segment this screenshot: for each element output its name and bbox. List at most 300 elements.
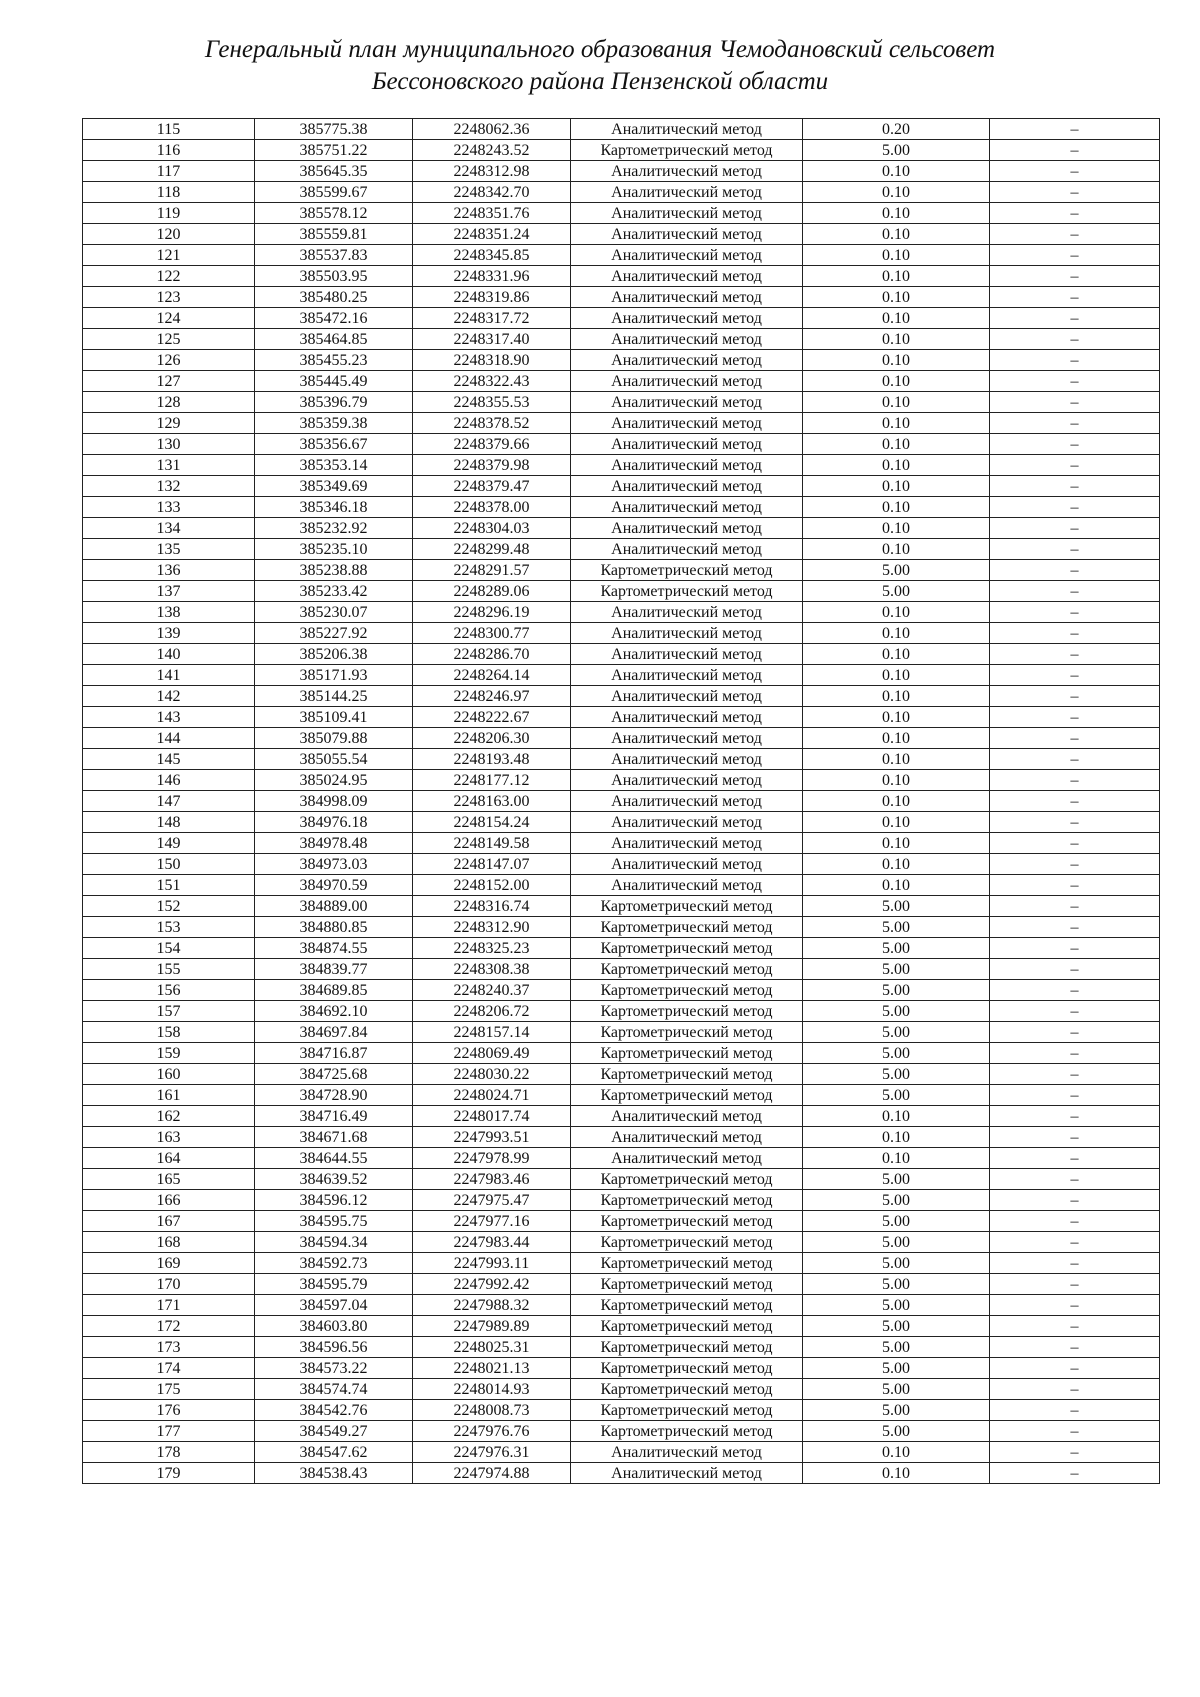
table-row bbox=[83, 434, 1160, 455]
description-cell: – bbox=[990, 938, 1160, 959]
method-cell: Картометрический метод bbox=[571, 1316, 803, 1337]
y-coordinate-cell: 2248317.72 bbox=[413, 308, 571, 329]
point-number-cell: 176 bbox=[83, 1400, 255, 1421]
table-row bbox=[83, 812, 1160, 833]
y-coordinate-cell: 2248378.00 bbox=[413, 497, 571, 518]
y-coordinate-cell: 2248289.06 bbox=[413, 581, 571, 602]
y-coordinate-cell: 2247983.44 bbox=[413, 1232, 571, 1253]
description-cell: – bbox=[990, 749, 1160, 770]
method-cell: Аналитический метод bbox=[571, 434, 803, 455]
y-coordinate-cell: 2248325.23 bbox=[413, 938, 571, 959]
point-number-cell: 116 bbox=[83, 140, 255, 161]
x-coordinate-cell: 385144.25 bbox=[255, 686, 413, 707]
table-row bbox=[83, 854, 1160, 875]
description-cell: – bbox=[990, 833, 1160, 854]
description-cell: – bbox=[990, 1064, 1160, 1085]
y-coordinate-cell: 2248300.77 bbox=[413, 623, 571, 644]
point-number-cell: 174 bbox=[83, 1358, 255, 1379]
point-number-cell: 152 bbox=[83, 896, 255, 917]
x-coordinate-cell: 385445.49 bbox=[255, 371, 413, 392]
description-cell: – bbox=[990, 728, 1160, 749]
y-coordinate-cell: 2248264.14 bbox=[413, 665, 571, 686]
y-coordinate-cell: 2248286.70 bbox=[413, 644, 571, 665]
description-cell: – bbox=[990, 1316, 1160, 1337]
y-coordinate-cell: 2248163.00 bbox=[413, 791, 571, 812]
point-number-cell: 166 bbox=[83, 1190, 255, 1211]
method-cell: Картометрический метод bbox=[571, 1190, 803, 1211]
table-row bbox=[83, 707, 1160, 728]
accuracy-cell: 5.00 bbox=[803, 1337, 990, 1358]
method-cell: Картометрический метод bbox=[571, 959, 803, 980]
accuracy-cell: 5.00 bbox=[803, 1316, 990, 1337]
description-cell: – bbox=[990, 119, 1160, 140]
accuracy-cell: 0.10 bbox=[803, 266, 990, 287]
accuracy-cell: 0.10 bbox=[803, 413, 990, 434]
table-row bbox=[83, 182, 1160, 203]
method-cell: Картометрический метод bbox=[571, 1232, 803, 1253]
table-row bbox=[83, 749, 1160, 770]
y-coordinate-cell: 2248024.71 bbox=[413, 1085, 571, 1106]
description-cell: – bbox=[990, 791, 1160, 812]
x-coordinate-cell: 384538.43 bbox=[255, 1463, 413, 1484]
accuracy-cell: 5.00 bbox=[803, 1232, 990, 1253]
accuracy-cell: 0.10 bbox=[803, 875, 990, 896]
y-coordinate-cell: 2248222.67 bbox=[413, 707, 571, 728]
accuracy-cell: 0.10 bbox=[803, 707, 990, 728]
method-cell: Аналитический метод bbox=[571, 224, 803, 245]
y-coordinate-cell: 2248014.93 bbox=[413, 1379, 571, 1400]
description-cell: – bbox=[990, 896, 1160, 917]
y-coordinate-cell: 2248243.52 bbox=[413, 140, 571, 161]
table-row bbox=[83, 1421, 1160, 1442]
description-cell: – bbox=[990, 1463, 1160, 1484]
point-number-cell: 157 bbox=[83, 1001, 255, 1022]
y-coordinate-cell: 2247975.47 bbox=[413, 1190, 571, 1211]
accuracy-cell: 0.10 bbox=[803, 518, 990, 539]
method-cell: Аналитический метод bbox=[571, 350, 803, 371]
x-coordinate-cell: 385171.93 bbox=[255, 665, 413, 686]
x-coordinate-cell: 385751.22 bbox=[255, 140, 413, 161]
point-number-cell: 171 bbox=[83, 1295, 255, 1316]
point-number-cell: 154 bbox=[83, 938, 255, 959]
description-cell: – bbox=[990, 224, 1160, 245]
method-cell: Аналитический метод bbox=[571, 245, 803, 266]
table-row bbox=[83, 119, 1160, 140]
y-coordinate-cell: 2248378.52 bbox=[413, 413, 571, 434]
y-coordinate-cell: 2248351.76 bbox=[413, 203, 571, 224]
page-header bbox=[0, 34, 1200, 98]
point-number-cell: 151 bbox=[83, 875, 255, 896]
method-cell: Картометрический метод bbox=[571, 1043, 803, 1064]
method-cell: Аналитический метод bbox=[571, 791, 803, 812]
point-number-cell: 138 bbox=[83, 602, 255, 623]
description-cell: – bbox=[990, 665, 1160, 686]
x-coordinate-cell: 385353.14 bbox=[255, 455, 413, 476]
accuracy-cell: 5.00 bbox=[803, 1085, 990, 1106]
coordinates-table bbox=[82, 118, 1160, 1484]
y-coordinate-cell: 2247978.99 bbox=[413, 1148, 571, 1169]
coordinates-table-body bbox=[83, 119, 1160, 1484]
description-cell: – bbox=[990, 1169, 1160, 1190]
y-coordinate-cell: 2248379.98 bbox=[413, 455, 571, 476]
method-cell: Картометрический метод bbox=[571, 1358, 803, 1379]
table-row bbox=[83, 1148, 1160, 1169]
description-cell: – bbox=[990, 1337, 1160, 1358]
x-coordinate-cell: 384596.12 bbox=[255, 1190, 413, 1211]
method-cell: Аналитический метод bbox=[571, 308, 803, 329]
x-coordinate-cell: 384874.55 bbox=[255, 938, 413, 959]
description-cell: – bbox=[990, 1085, 1160, 1106]
method-cell: Картометрический метод bbox=[571, 1337, 803, 1358]
x-coordinate-cell: 385109.41 bbox=[255, 707, 413, 728]
x-coordinate-cell: 384573.22 bbox=[255, 1358, 413, 1379]
description-cell: – bbox=[990, 1400, 1160, 1421]
table-row bbox=[83, 455, 1160, 476]
accuracy-cell: 5.00 bbox=[803, 1295, 990, 1316]
method-cell: Аналитический метод bbox=[571, 812, 803, 833]
method-cell: Аналитический метод bbox=[571, 623, 803, 644]
description-cell: – bbox=[990, 560, 1160, 581]
method-cell: Аналитический метод bbox=[571, 707, 803, 728]
description-cell: – bbox=[990, 245, 1160, 266]
point-number-cell: 170 bbox=[83, 1274, 255, 1295]
method-cell: Картометрический метод bbox=[571, 980, 803, 1001]
method-cell: Аналитический метод bbox=[571, 1106, 803, 1127]
y-coordinate-cell: 2248316.74 bbox=[413, 896, 571, 917]
point-number-cell: 133 bbox=[83, 497, 255, 518]
method-cell: Аналитический метод bbox=[571, 686, 803, 707]
point-number-cell: 140 bbox=[83, 644, 255, 665]
y-coordinate-cell: 2248299.48 bbox=[413, 539, 571, 560]
point-number-cell: 178 bbox=[83, 1442, 255, 1463]
description-cell: – bbox=[990, 266, 1160, 287]
accuracy-cell: 5.00 bbox=[803, 1379, 990, 1400]
table-row bbox=[83, 539, 1160, 560]
accuracy-cell: 5.00 bbox=[803, 1043, 990, 1064]
method-cell: Аналитический метод bbox=[571, 539, 803, 560]
accuracy-cell: 0.10 bbox=[803, 665, 990, 686]
accuracy-cell: 5.00 bbox=[803, 1190, 990, 1211]
description-cell: – bbox=[990, 1358, 1160, 1379]
x-coordinate-cell: 385559.81 bbox=[255, 224, 413, 245]
x-coordinate-cell: 385024.95 bbox=[255, 770, 413, 791]
description-cell: – bbox=[990, 1379, 1160, 1400]
table-row bbox=[83, 371, 1160, 392]
description-cell: – bbox=[990, 1022, 1160, 1043]
y-coordinate-cell: 2248177.12 bbox=[413, 770, 571, 791]
accuracy-cell: 0.10 bbox=[803, 497, 990, 518]
point-number-cell: 120 bbox=[83, 224, 255, 245]
accuracy-cell: 0.10 bbox=[803, 392, 990, 413]
method-cell: Картометрический метод bbox=[571, 560, 803, 581]
description-cell: – bbox=[990, 455, 1160, 476]
accuracy-cell: 5.00 bbox=[803, 560, 990, 581]
description-cell: – bbox=[990, 539, 1160, 560]
point-number-cell: 149 bbox=[83, 833, 255, 854]
y-coordinate-cell: 2248345.85 bbox=[413, 245, 571, 266]
x-coordinate-cell: 385349.69 bbox=[255, 476, 413, 497]
point-number-cell: 142 bbox=[83, 686, 255, 707]
description-cell: – bbox=[990, 1295, 1160, 1316]
y-coordinate-cell: 2248008.73 bbox=[413, 1400, 571, 1421]
x-coordinate-cell: 384542.76 bbox=[255, 1400, 413, 1421]
table-row bbox=[83, 1379, 1160, 1400]
y-coordinate-cell: 2248318.90 bbox=[413, 350, 571, 371]
table-row bbox=[83, 1337, 1160, 1358]
x-coordinate-cell: 384970.59 bbox=[255, 875, 413, 896]
method-cell: Картометрический метод bbox=[571, 917, 803, 938]
method-cell: Аналитический метод bbox=[571, 392, 803, 413]
point-number-cell: 132 bbox=[83, 476, 255, 497]
y-coordinate-cell: 2248152.00 bbox=[413, 875, 571, 896]
table-row bbox=[83, 644, 1160, 665]
y-coordinate-cell: 2247974.88 bbox=[413, 1463, 571, 1484]
accuracy-cell: 5.00 bbox=[803, 581, 990, 602]
method-cell: Аналитический метод bbox=[571, 119, 803, 140]
point-number-cell: 146 bbox=[83, 770, 255, 791]
accuracy-cell: 5.00 bbox=[803, 1358, 990, 1379]
table-row bbox=[83, 1211, 1160, 1232]
table-row bbox=[83, 686, 1160, 707]
method-cell: Картометрический метод bbox=[571, 1001, 803, 1022]
method-cell: Аналитический метод bbox=[571, 455, 803, 476]
accuracy-cell: 5.00 bbox=[803, 896, 990, 917]
point-number-cell: 159 bbox=[83, 1043, 255, 1064]
y-coordinate-cell: 2248157.14 bbox=[413, 1022, 571, 1043]
table-row bbox=[83, 560, 1160, 581]
y-coordinate-cell: 2248021.13 bbox=[413, 1358, 571, 1379]
description-cell: – bbox=[990, 371, 1160, 392]
method-cell: Картометрический метод bbox=[571, 1022, 803, 1043]
description-cell: – bbox=[990, 1106, 1160, 1127]
description-cell: – bbox=[990, 959, 1160, 980]
x-coordinate-cell: 384728.90 bbox=[255, 1085, 413, 1106]
method-cell: Аналитический метод bbox=[571, 1148, 803, 1169]
table-row bbox=[83, 602, 1160, 623]
table-row bbox=[83, 329, 1160, 350]
table-row bbox=[83, 980, 1160, 1001]
y-coordinate-cell: 2248246.97 bbox=[413, 686, 571, 707]
accuracy-cell: 0.10 bbox=[803, 1463, 990, 1484]
accuracy-cell: 0.10 bbox=[803, 854, 990, 875]
table-row bbox=[83, 1169, 1160, 1190]
point-number-cell: 144 bbox=[83, 728, 255, 749]
y-coordinate-cell: 2248193.48 bbox=[413, 749, 571, 770]
accuracy-cell: 5.00 bbox=[803, 1022, 990, 1043]
x-coordinate-cell: 384976.18 bbox=[255, 812, 413, 833]
method-cell: Аналитический метод bbox=[571, 203, 803, 224]
y-coordinate-cell: 2248025.31 bbox=[413, 1337, 571, 1358]
method-cell: Аналитический метод bbox=[571, 329, 803, 350]
x-coordinate-cell: 384880.85 bbox=[255, 917, 413, 938]
accuracy-cell: 0.10 bbox=[803, 308, 990, 329]
accuracy-cell: 0.20 bbox=[803, 119, 990, 140]
x-coordinate-cell: 385227.92 bbox=[255, 623, 413, 644]
x-coordinate-cell: 385645.35 bbox=[255, 161, 413, 182]
method-cell: Картометрический метод bbox=[571, 1274, 803, 1295]
x-coordinate-cell: 384716.87 bbox=[255, 1043, 413, 1064]
x-coordinate-cell: 384574.74 bbox=[255, 1379, 413, 1400]
x-coordinate-cell: 384596.56 bbox=[255, 1337, 413, 1358]
table-row bbox=[83, 392, 1160, 413]
point-number-cell: 115 bbox=[83, 119, 255, 140]
table-row bbox=[83, 665, 1160, 686]
y-coordinate-cell: 2248355.53 bbox=[413, 392, 571, 413]
point-number-cell: 173 bbox=[83, 1337, 255, 1358]
accuracy-cell: 0.10 bbox=[803, 182, 990, 203]
x-coordinate-cell: 384716.49 bbox=[255, 1106, 413, 1127]
point-number-cell: 135 bbox=[83, 539, 255, 560]
point-number-cell: 161 bbox=[83, 1085, 255, 1106]
y-coordinate-cell: 2248351.24 bbox=[413, 224, 571, 245]
point-number-cell: 148 bbox=[83, 812, 255, 833]
method-cell: Аналитический метод bbox=[571, 665, 803, 686]
point-number-cell: 163 bbox=[83, 1127, 255, 1148]
description-cell: – bbox=[990, 1421, 1160, 1442]
method-cell: Картометрический метод bbox=[571, 1379, 803, 1400]
x-coordinate-cell: 385235.10 bbox=[255, 539, 413, 560]
method-cell: Картометрический метод bbox=[571, 1253, 803, 1274]
accuracy-cell: 5.00 bbox=[803, 1001, 990, 1022]
description-cell: – bbox=[990, 434, 1160, 455]
x-coordinate-cell: 385238.88 bbox=[255, 560, 413, 581]
description-cell: – bbox=[990, 287, 1160, 308]
description-cell: – bbox=[990, 1442, 1160, 1463]
method-cell: Аналитический метод bbox=[571, 1442, 803, 1463]
y-coordinate-cell: 2248017.74 bbox=[413, 1106, 571, 1127]
accuracy-cell: 0.10 bbox=[803, 749, 990, 770]
description-cell: – bbox=[990, 917, 1160, 938]
method-cell: Аналитический метод bbox=[571, 497, 803, 518]
description-cell: – bbox=[990, 413, 1160, 434]
description-cell: – bbox=[990, 308, 1160, 329]
y-coordinate-cell: 2248379.66 bbox=[413, 434, 571, 455]
method-cell: Аналитический метод bbox=[571, 749, 803, 770]
method-cell: Аналитический метод bbox=[571, 602, 803, 623]
description-cell: – bbox=[990, 161, 1160, 182]
point-number-cell: 169 bbox=[83, 1253, 255, 1274]
method-cell: Картометрический метод bbox=[571, 140, 803, 161]
x-coordinate-cell: 385359.38 bbox=[255, 413, 413, 434]
table-row bbox=[83, 1442, 1160, 1463]
accuracy-cell: 0.10 bbox=[803, 434, 990, 455]
point-number-cell: 164 bbox=[83, 1148, 255, 1169]
y-coordinate-cell: 2247992.42 bbox=[413, 1274, 571, 1295]
description-cell: – bbox=[990, 1190, 1160, 1211]
accuracy-cell: 0.10 bbox=[803, 602, 990, 623]
method-cell: Аналитический метод bbox=[571, 413, 803, 434]
table-row bbox=[83, 203, 1160, 224]
point-number-cell: 124 bbox=[83, 308, 255, 329]
table-row bbox=[83, 1253, 1160, 1274]
accuracy-cell: 5.00 bbox=[803, 1274, 990, 1295]
x-coordinate-cell: 385464.85 bbox=[255, 329, 413, 350]
accuracy-cell: 0.10 bbox=[803, 371, 990, 392]
accuracy-cell: 5.00 bbox=[803, 1421, 990, 1442]
point-number-cell: 167 bbox=[83, 1211, 255, 1232]
y-coordinate-cell: 2247993.51 bbox=[413, 1127, 571, 1148]
x-coordinate-cell: 384671.68 bbox=[255, 1127, 413, 1148]
accuracy-cell: 0.10 bbox=[803, 287, 990, 308]
method-cell: Картометрический метод bbox=[571, 1211, 803, 1232]
x-coordinate-cell: 384547.62 bbox=[255, 1442, 413, 1463]
point-number-cell: 127 bbox=[83, 371, 255, 392]
description-cell: – bbox=[990, 1127, 1160, 1148]
table-row bbox=[83, 1085, 1160, 1106]
description-cell: – bbox=[990, 581, 1160, 602]
point-number-cell: 131 bbox=[83, 455, 255, 476]
description-cell: – bbox=[990, 1253, 1160, 1274]
x-coordinate-cell: 385206.38 bbox=[255, 644, 413, 665]
x-coordinate-cell: 384725.68 bbox=[255, 1064, 413, 1085]
point-number-cell: 139 bbox=[83, 623, 255, 644]
description-cell: – bbox=[990, 1211, 1160, 1232]
x-coordinate-cell: 385599.67 bbox=[255, 182, 413, 203]
table-row bbox=[83, 1232, 1160, 1253]
method-cell: Картометрический метод bbox=[571, 1400, 803, 1421]
y-coordinate-cell: 2248062.36 bbox=[413, 119, 571, 140]
x-coordinate-cell: 384889.00 bbox=[255, 896, 413, 917]
table-row bbox=[83, 623, 1160, 644]
y-coordinate-cell: 2248291.57 bbox=[413, 560, 571, 581]
x-coordinate-cell: 385537.83 bbox=[255, 245, 413, 266]
x-coordinate-cell: 385230.07 bbox=[255, 602, 413, 623]
description-cell: – bbox=[990, 350, 1160, 371]
y-coordinate-cell: 2248322.43 bbox=[413, 371, 571, 392]
y-coordinate-cell: 2248319.86 bbox=[413, 287, 571, 308]
accuracy-cell: 5.00 bbox=[803, 1169, 990, 1190]
method-cell: Картометрический метод bbox=[571, 1169, 803, 1190]
method-cell: Аналитический метод bbox=[571, 476, 803, 497]
y-coordinate-cell: 2247993.11 bbox=[413, 1253, 571, 1274]
table-row bbox=[83, 581, 1160, 602]
accuracy-cell: 5.00 bbox=[803, 1211, 990, 1232]
y-coordinate-cell: 2247976.31 bbox=[413, 1442, 571, 1463]
table-row bbox=[83, 476, 1160, 497]
table-row bbox=[83, 287, 1160, 308]
method-cell: Аналитический метод bbox=[571, 161, 803, 182]
point-number-cell: 122 bbox=[83, 266, 255, 287]
description-cell: – bbox=[990, 140, 1160, 161]
point-number-cell: 168 bbox=[83, 1232, 255, 1253]
y-coordinate-cell: 2248308.38 bbox=[413, 959, 571, 980]
accuracy-cell: 0.10 bbox=[803, 1127, 990, 1148]
table-row bbox=[83, 1274, 1160, 1295]
description-cell: – bbox=[990, 1148, 1160, 1169]
x-coordinate-cell: 384549.27 bbox=[255, 1421, 413, 1442]
x-coordinate-cell: 385346.18 bbox=[255, 497, 413, 518]
point-number-cell: 136 bbox=[83, 560, 255, 581]
point-number-cell: 130 bbox=[83, 434, 255, 455]
point-number-cell: 141 bbox=[83, 665, 255, 686]
point-number-cell: 177 bbox=[83, 1421, 255, 1442]
x-coordinate-cell: 385055.54 bbox=[255, 749, 413, 770]
point-number-cell: 158 bbox=[83, 1022, 255, 1043]
y-coordinate-cell: 2247977.16 bbox=[413, 1211, 571, 1232]
x-coordinate-cell: 385356.67 bbox=[255, 434, 413, 455]
accuracy-cell: 0.10 bbox=[803, 1106, 990, 1127]
table-row bbox=[83, 1043, 1160, 1064]
description-cell: – bbox=[990, 1274, 1160, 1295]
method-cell: Картометрический метод bbox=[571, 1421, 803, 1442]
table-row bbox=[83, 413, 1160, 434]
description-cell: – bbox=[990, 812, 1160, 833]
accuracy-cell: 5.00 bbox=[803, 1400, 990, 1421]
method-cell: Аналитический метод bbox=[571, 182, 803, 203]
description-cell: – bbox=[990, 980, 1160, 1001]
x-coordinate-cell: 385232.92 bbox=[255, 518, 413, 539]
y-coordinate-cell: 2248312.98 bbox=[413, 161, 571, 182]
